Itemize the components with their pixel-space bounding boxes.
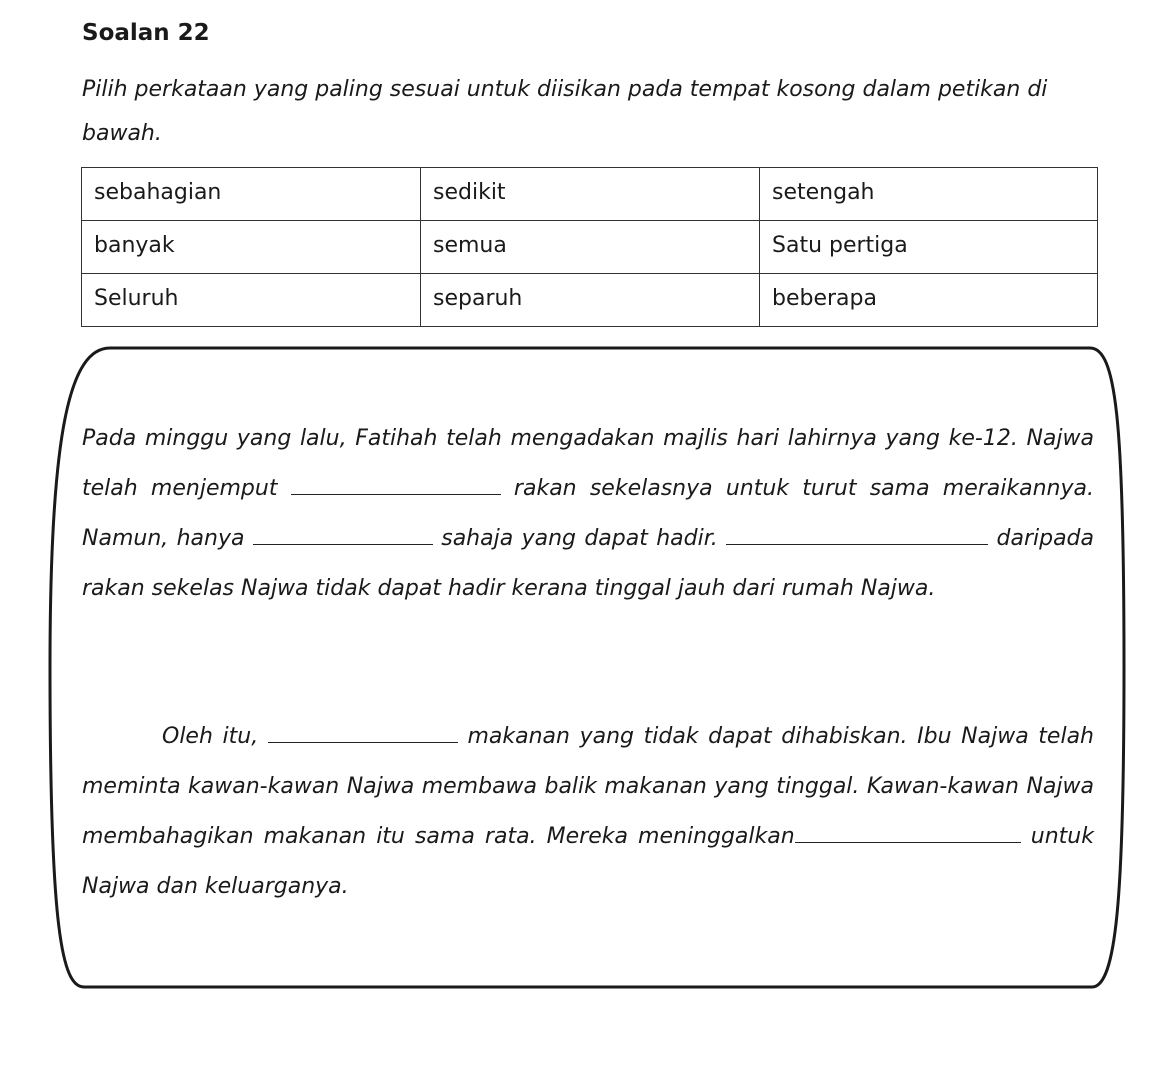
- blank-2[interactable]: [253, 522, 433, 545]
- passage-paragraph-1: [82, 414, 1094, 614]
- blank-5[interactable]: [795, 820, 1021, 843]
- passage-text: daripada rakan sekelas Najwa tidak dapat hadir kerana tinggal jauh dari rumah Najwa.: [82, 526, 1094, 601]
- passage-paragraph-2: [82, 712, 1094, 912]
- word-cell: setengah: [760, 168, 1098, 221]
- word-cell: beberapa: [760, 274, 1098, 327]
- blank-4[interactable]: [268, 720, 458, 743]
- blank-3[interactable]: [726, 522, 988, 545]
- question-title: Soalan 22: [82, 20, 210, 46]
- word-cell: banyak: [82, 221, 421, 274]
- passage-text: rakan sekelasnya untuk turut sama meraikannya. Namun, hanya: [82, 476, 1094, 551]
- blank-1[interactable]: [291, 472, 501, 495]
- passage-text: Pada minggu yang lalu, Fatihah telah mengadakan majlis hari lahirnya yang ke-12. Najwa telah menjemput: [82, 426, 1094, 501]
- passage-text: makanan yang tidak dapat dihabiskan. Ibu Najwa telah meminta kawan-kawan Najwa membawa balik makanan yang tinggal. Kawan-kawan Najwa membahagikan makanan itu sama rata. Mereka meninggalkan: [82, 724, 1094, 849]
- instruction-text: Pilih perkataan yang paling sesuai untuk diisikan pada tempat kosong dalam petikan di bawah.: [82, 77, 1048, 146]
- passage-text: untuk Najwa dan keluarganya.: [82, 824, 1094, 899]
- word-cell: sedikit: [421, 168, 760, 221]
- word-cell: sebahagian: [82, 168, 421, 221]
- word-cell: Seluruh: [82, 274, 421, 327]
- word-cell: semua: [421, 221, 760, 274]
- passage-text: sahaja yang dapat hadir.: [441, 526, 718, 551]
- word-cell: Satu pertiga: [760, 221, 1098, 274]
- word-cell: separuh: [421, 274, 760, 327]
- passage-text: Oleh itu,: [162, 724, 259, 749]
